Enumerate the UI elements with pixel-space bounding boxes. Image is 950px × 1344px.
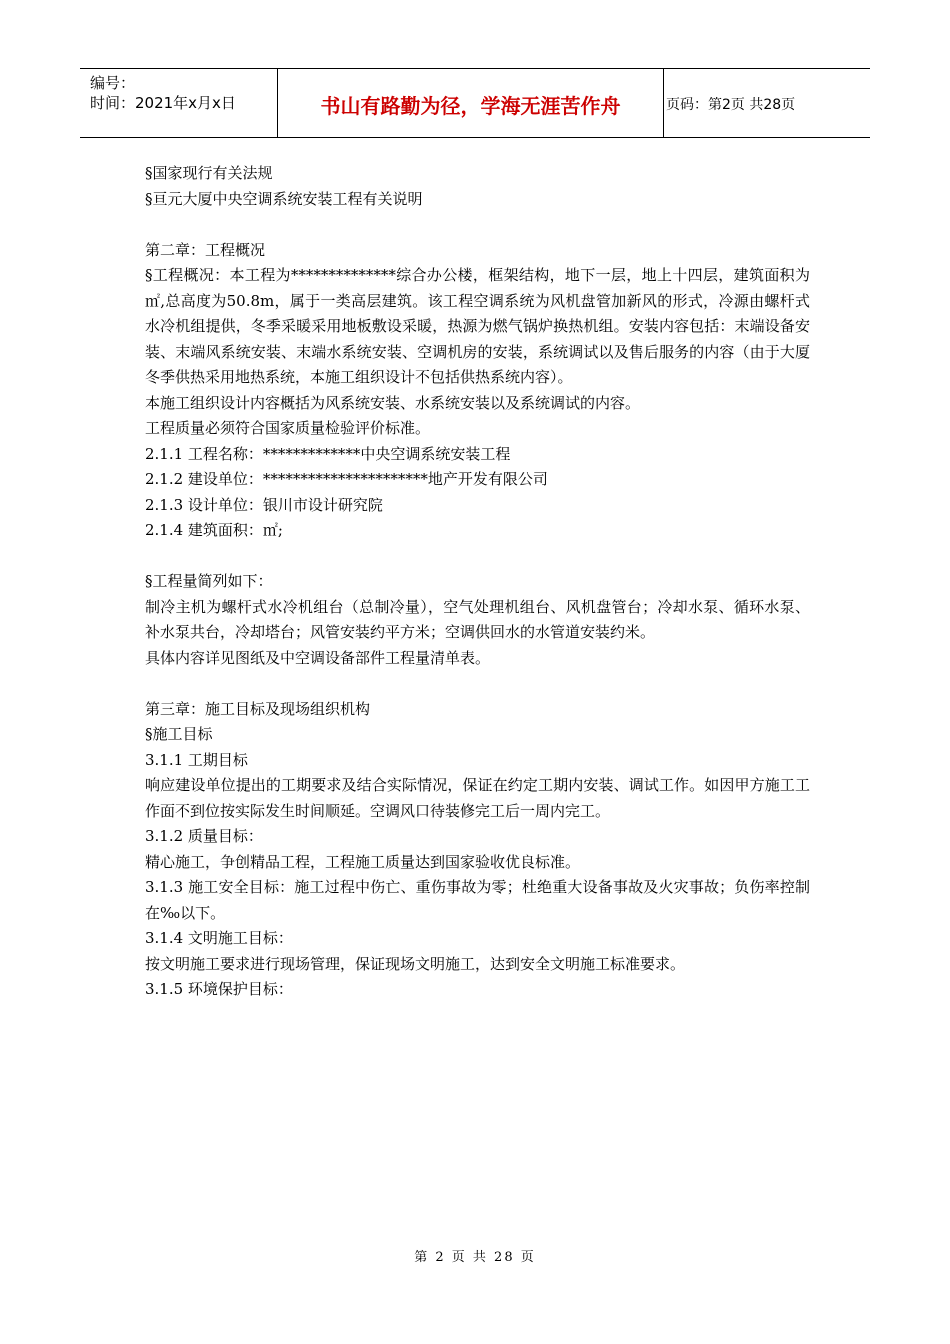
number-label: 编号：	[90, 74, 136, 92]
paragraph: §国家现行有关法规	[145, 164, 273, 182]
paragraph: 按文明施工要求进行现场管理，保证现场文明施工，达到安全文明施工标准要求。	[145, 954, 686, 973]
paragraph: 2.1.4 建筑面积：㎡;	[145, 521, 283, 539]
chapter-heading: 第三章：施工目标及现场组织机构	[145, 699, 371, 718]
header-meta	[80, 69, 278, 137]
paragraph: 3.1.2 质量目标：	[145, 827, 263, 845]
blank-line	[145, 212, 810, 238]
page-footer: 第 2 页 共 28 页	[414, 1250, 536, 1265]
header-page-info: 页码：第2页 共28页	[666, 97, 796, 113]
paragraph: 3.1.5 环境保护目标：	[145, 980, 293, 998]
paragraph: §工程量简列如下：	[145, 572, 273, 590]
paragraph: 本施工组织设计内容概括为风系统安装、水系统安装以及系统调试的内容。	[145, 393, 641, 412]
paragraph: 3.1.3 施工安全目标：施工过程中伤亡、重伤事故为零；杜绝重大设备事故及火灾事故；负伤率控制在‰以下。	[145, 878, 810, 922]
blank-line	[145, 544, 810, 570]
paragraph: 3.1.4 文明施工目标：	[145, 929, 293, 947]
paragraph: 具体内容详见图纸及中空调设备部件工程量清单表。	[145, 648, 491, 667]
blank-line	[145, 671, 810, 697]
paragraph: 制冷主机为螺杆式水冷机组台（总制冷量），空气处理机组台、风机盘管台；冷却水泵、循环水泵、补水泵共台，冷却塔台；风管安装约平方米；空调供回水的水管道安装约米。	[145, 597, 810, 641]
document-body	[145, 161, 810, 1003]
paragraph: §亘元大厦中央空调系统安装工程有关说明	[145, 189, 423, 208]
header-motto: 书山有路勤为径，学海无涯苦作舟	[278, 69, 664, 137]
page-header	[80, 68, 870, 138]
paragraph: 2.1.1 工程名称：*************中央空调系统安装工程	[145, 444, 511, 463]
time-line: 时间：2021年x月x日	[90, 94, 236, 112]
paragraph: 3.1.1 工期目标	[145, 750, 248, 769]
paragraph: 响应建设单位提出的工期要求及结合实际情况，保证在约定工期内安装、调试工作。如因甲方施工工作面不到位按实际发生时间顺延。空调风口待装修完工后一周内完工。	[145, 776, 810, 820]
chapter-heading: 第二章：工程概况	[145, 240, 266, 259]
paragraph: 工程质量必须符合国家质量检验评价标准。	[145, 419, 431, 437]
paragraph: §施工目标	[145, 725, 213, 743]
paragraph: 2.1.2 建设单位：**********************地产开发有限公司	[145, 470, 548, 488]
paragraph: 2.1.3 设计单位：银川市设计研究院	[145, 495, 383, 514]
paragraph: §工程概况：本工程为**************综合办公楼，框架结构，地下一层，地上十四层，建筑面积为㎡,总高度为50.8m，属于一类高层建筑。该工程空调系统为风机盘管加新风的形式，冷源由螺杆式水冷机组提供，冬季采暖采用地板敷设采暖，热源为燃气锅炉换热机组。安装内容包括：末端设备安装、末端风系统安装、末端水系统安装、空调机房的安装，系统调试以及售后服务的内容（由于大厦冬季供热采用地热系统，本施工组织设计不包括供热系统内容）。	[145, 266, 810, 386]
paragraph: 精心施工，争创精品工程，工程施工质量达到国家验收优良标准。	[145, 852, 581, 871]
